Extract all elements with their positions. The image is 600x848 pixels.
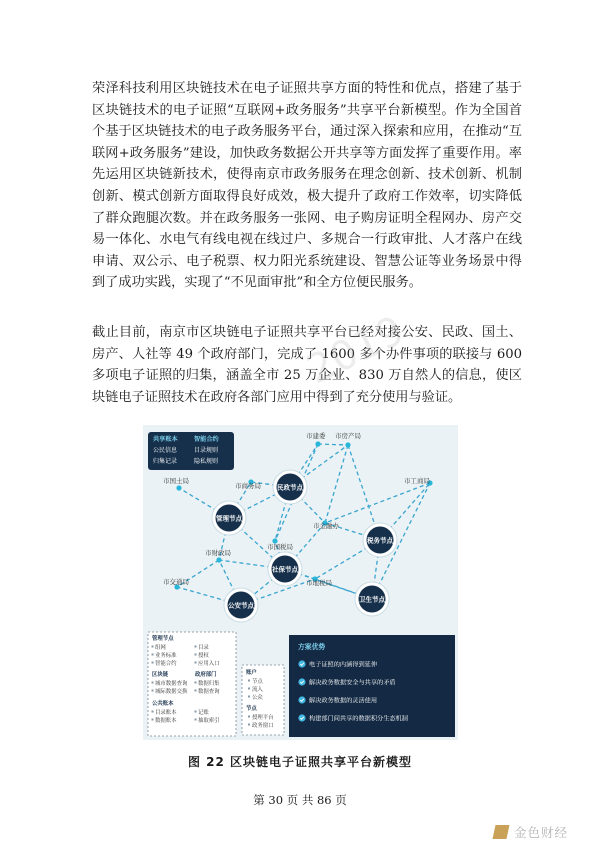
panel-item: 数据归集	[198, 681, 220, 687]
dot-caizheng	[216, 557, 221, 562]
watermark: 2019	[300, 307, 412, 394]
diagram-svg	[143, 425, 458, 740]
link	[318, 444, 348, 445]
panel-item: 城际数据交换	[155, 689, 188, 695]
panel-title-qukuailian: 区块链	[152, 672, 169, 678]
paragraph-2: 截止目前，南京市区块链电子证照共享平台已经对接公安、民政、国土、房产、人社等 49 个政府部门，完成了 1600 多个办件事项的联接与 600 多项电子证照的归集，涵盖全市 25 万企业、830 万自然人的信息，使区块链电子证照技术在政府各部门应用中得到了充分使用与验证。	[92, 325, 522, 405]
label-dishui: 市地税局	[306, 579, 332, 587]
advantage-item	[298, 696, 377, 704]
advantages-title: 方案优势	[298, 643, 326, 651]
node-weisheng	[355, 582, 389, 616]
svg-text:构建部门间共享的数据积分生态机制: 构建部门间共享的数据积分生态机制	[309, 715, 408, 723]
bullet-icon	[195, 711, 197, 713]
link	[325, 445, 348, 523]
panel-item: 政务窗口	[252, 723, 274, 729]
bullet-icon	[152, 662, 154, 664]
check-icon	[298, 696, 305, 703]
dot-guotu	[176, 485, 181, 490]
legend-box	[148, 432, 234, 470]
node-shebao	[268, 552, 302, 586]
legend-right-item: 隐私规则	[194, 458, 219, 465]
label-jiaotong: 市交通局	[163, 578, 189, 586]
panel-item: 授权	[198, 653, 209, 659]
node-shuiwu	[363, 523, 397, 557]
bottom-left-panel	[148, 632, 236, 736]
logo-text: 金色财经	[514, 825, 569, 840]
bullet-icon	[248, 724, 250, 726]
svg-text:民政节点: 民政节点	[277, 483, 303, 492]
label-fangchan: 市房产局	[335, 432, 361, 440]
svg-text:解决政务数据的灵活使用: 解决政务数据的灵活使用	[309, 697, 378, 705]
page-number: 第 30 页 共 86 页	[253, 793, 347, 807]
advantage-item	[298, 714, 408, 722]
panel-item: 抽取索引	[198, 718, 220, 724]
blockchain-platform-diagram	[143, 425, 458, 740]
legend-left-title: 共享账本	[153, 436, 178, 443]
panel-title-guanli: 管理节点	[152, 636, 174, 642]
link	[325, 483, 430, 523]
svg-text:卫生节点: 卫生节点	[359, 595, 385, 604]
bullet-icon	[195, 690, 197, 692]
label-jianwei: 市建委	[306, 432, 326, 440]
svg-text:管理节点: 管理节点	[216, 514, 242, 523]
panel-item: 业务标准	[155, 653, 177, 659]
bullet-icon	[152, 682, 154, 684]
panel-item: 授理平台	[252, 715, 274, 721]
check-icon	[298, 660, 305, 667]
svg-text:公安节点: 公安节点	[228, 601, 254, 610]
node-gongan	[224, 588, 258, 622]
svg-text:税务节点: 税务节点	[367, 536, 393, 545]
advantages-panel	[289, 635, 455, 737]
advantage-item	[298, 660, 377, 668]
panel-item: 城市数据查询	[155, 681, 188, 687]
label-jinrong: 市金融办	[313, 522, 339, 530]
legend-right-title: 智能合约	[194, 436, 219, 443]
bottom-mid-panel	[242, 665, 284, 735]
svg-text:解决政务数据安全与共享的矛盾: 解决政务数据安全与共享的矛盾	[309, 679, 396, 687]
bullet-icon	[152, 654, 154, 656]
panel-item: 数据账本	[155, 718, 177, 724]
panel-item: 记账	[198, 710, 209, 716]
label-guotu: 市国土局	[163, 477, 189, 485]
panel-item: 智能合约	[155, 661, 177, 667]
panel-item: 节点	[252, 679, 263, 685]
dot-fangchan	[345, 442, 350, 447]
bullet-icon	[195, 682, 197, 684]
bullet-icon	[195, 654, 197, 656]
site-logo	[494, 822, 568, 842]
panel-title-gonggong: 公共账本	[152, 701, 174, 707]
label-guoshui: 市国税局	[267, 543, 293, 551]
legend-left-item: 公民信息	[153, 447, 178, 454]
panel-item: 组网	[155, 645, 166, 651]
svg-text:社保节点: 社保节点	[272, 565, 298, 574]
bullet-icon	[248, 680, 250, 682]
panel-item: 公众	[252, 695, 263, 701]
label-shangwu: 市商务局	[235, 482, 261, 490]
panel-item: 数据查询	[198, 689, 220, 695]
panel-title-zhanghu: 账户	[246, 670, 257, 676]
bullet-icon	[248, 696, 250, 698]
bullet-icon	[152, 690, 154, 692]
svg-text:电子证照的内涵得到延伸: 电子证照的内涵得到延伸	[309, 661, 378, 669]
legend-left-item: 归集记录	[153, 458, 178, 465]
node-guanli	[212, 501, 246, 535]
check-icon	[298, 714, 305, 721]
bullet-icon	[152, 719, 154, 721]
advantage-item	[298, 678, 395, 686]
bullet-icon	[195, 646, 197, 648]
bullet-icon	[248, 688, 250, 690]
check-icon	[298, 678, 305, 685]
dot-jianwei	[315, 441, 320, 446]
bullet-icon	[195, 719, 197, 721]
figure-caption: 图 22 区块链电子证照共享平台新模型	[187, 755, 413, 769]
bullet-icon	[152, 711, 154, 713]
panel-item: 目录账本	[155, 710, 177, 716]
label-gongshang: 市工商局	[404, 477, 430, 485]
logo-icon	[493, 825, 510, 839]
bullet-icon	[248, 716, 250, 718]
bullet-icon	[152, 646, 154, 648]
bullet-icon	[195, 662, 197, 664]
legend-right-item: 目录规则	[194, 447, 219, 454]
panel-title-zhengfu: 政府部门	[195, 672, 217, 678]
node-minzheng	[273, 470, 307, 504]
label-caizheng: 市财政局	[205, 549, 231, 557]
paragraph-1: 荣泽科技利用区块链技术在电子证照共享方面的特性和优点，搭建了基于区块链技术的电子证照“互联网+政务服务”共享平台新模型。作为全国首个基于区块链技术的电子政务服务平台，通过深入探索和应用，在推动“互联网+政务服务”建设，加快政务数据公开共享等方面发挥了重要作用。率先运用区块链新技术，使得南京市政务服务在理念创新、技术创新、机制创新、模式创新方面取得良好成效，极大提升了政府工作效率，切实降低了群众跑腿次数。并在政务服务一张网、电子购房证明全程网办、房产交易一体化、水电气有线电视在线过户、多规合一行政审批、人才落户在线申请、双公示、电子税票、权力阳光系统建设、智慧公证等业务场景中得到了成功实践，实现了“不见面审批”和全方位便民服务。	[92, 81, 522, 291]
panel-item: 目录	[198, 645, 209, 651]
panel-item: 应用入口	[198, 661, 220, 667]
panel-title-jiedian: 节点	[246, 706, 257, 712]
panel-item: 流入	[252, 687, 263, 693]
